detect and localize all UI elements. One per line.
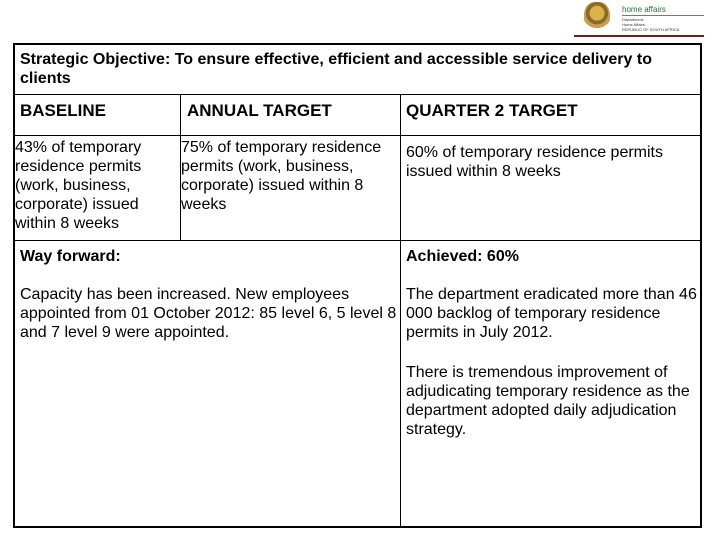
- header-annual-target: ANNUAL TARGET: [187, 101, 332, 120]
- annual-target-cell: 75% of temporary residence permits (work, business, corporate) issued within 8 weeks: [181, 139, 382, 213]
- coat-of-arms-icon: [584, 2, 610, 34]
- baseline-cell: 43% of temporary residence permits (work, business, corporate) issued within 8 weeks: [15, 139, 142, 232]
- header-rule: [574, 35, 704, 37]
- strategic-objective: Strategic Objective: To ensure effective, efficient and accessible service delivery to clients: [20, 51, 652, 87]
- row-divider: [14, 240, 701, 241]
- row-divider: [14, 94, 701, 95]
- header-baseline: BASELINE: [20, 101, 106, 120]
- quarter-target-cell: 60% of temporary residence permits issued within 8 weeks: [406, 144, 663, 180]
- column-divider: [400, 95, 401, 527]
- way-forward-text: Capacity has been increased. New employees appointed from 01 October 2012: 85 level 6, 5 level 8 and 7 level 9 were appointed.: [20, 286, 397, 341]
- achieved-paragraph-1: The department eradicated more than 46 000 backlog of temporary residence permits in July 2012.: [406, 286, 697, 341]
- row-divider: [14, 135, 701, 136]
- header-quarter-target: QUARTER 2 TARGET: [406, 101, 578, 120]
- achieved-paragraph-2: There is tremendous improvement of adjudicating temporary residence as the department adopted daily adjudication strategy.: [406, 364, 690, 438]
- logo-brand: home affairs: [622, 5, 666, 14]
- way-forward-label: Way forward:: [20, 248, 121, 265]
- home-affairs-logo: [580, 2, 710, 36]
- logo-divider: [622, 15, 704, 16]
- logo-subtitle: Department: Home Affairs REPUBLIC OF SOUTH AFRICA: [622, 17, 680, 32]
- achieved-label: Achieved: 60%: [406, 248, 519, 265]
